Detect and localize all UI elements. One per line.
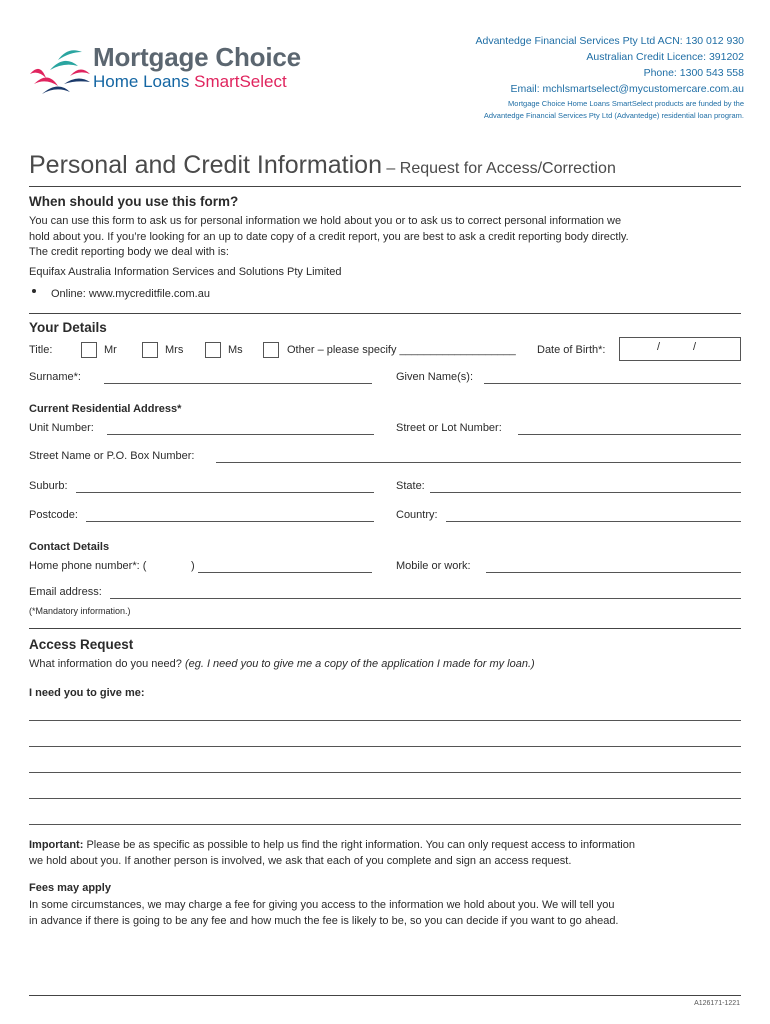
dob-slash-1: / bbox=[657, 341, 661, 353]
title-other-checkbox[interactable] bbox=[263, 342, 279, 358]
when-line-2: hold about you. If you’re looking for an up to date copy of a credit report, you are best to ask a credit reporting body directly. bbox=[29, 230, 629, 243]
important-paragraph bbox=[29, 838, 741, 869]
request-line-3[interactable] bbox=[29, 772, 741, 773]
street-name-label: Street Name or P.O. Box Number: bbox=[29, 450, 195, 462]
title-mr-label: Mr bbox=[104, 344, 117, 356]
mandatory-note: (*Mandatory information.) bbox=[29, 606, 131, 616]
fees-heading: Fees may apply bbox=[29, 882, 111, 894]
dob-field[interactable] bbox=[619, 337, 741, 361]
form-code: A126171-1221 bbox=[694, 1000, 740, 1007]
unit-number-field[interactable] bbox=[107, 434, 374, 435]
country-label: Country: bbox=[396, 509, 438, 521]
title-mrs-checkbox[interactable] bbox=[142, 342, 158, 358]
title-mrs-label: Mrs bbox=[165, 344, 184, 356]
logo-subtitle bbox=[93, 72, 287, 92]
credit-body-online-link[interactable]: Online: www.mycreditfile.com.au bbox=[51, 288, 210, 300]
suburb-field[interactable] bbox=[76, 492, 374, 493]
when-line-3: The credit reporting body we deal with is: bbox=[29, 246, 229, 258]
street-lot-label: Street or Lot Number: bbox=[396, 422, 502, 434]
state-field[interactable] bbox=[430, 492, 741, 493]
company-acn: Advantedge Financial Services Pty Ltd ACN: 130 012 930 bbox=[475, 35, 744, 47]
logo-subtitle-main: Home Loans bbox=[93, 72, 195, 91]
bullet-dot bbox=[32, 289, 36, 293]
street-name-field[interactable] bbox=[216, 462, 741, 463]
divider-details bbox=[29, 313, 741, 314]
access-question-text: What information do you need? bbox=[29, 658, 185, 670]
dob-label: Date of Birth*: bbox=[537, 344, 606, 356]
your-details-heading: Your Details bbox=[29, 320, 107, 335]
title-ms-checkbox[interactable] bbox=[205, 342, 221, 358]
important-text-1: Please be as specific as possible to help us find the right information. You can only request access to information bbox=[83, 839, 635, 851]
request-line-1[interactable] bbox=[29, 720, 741, 721]
when-line-1: You can use this form to ask us for personal information we hold about you or to ask us to correct personal information we bbox=[29, 215, 622, 227]
company-email[interactable]: Email: mchlsmartselect@mycustomercare.com.au bbox=[510, 83, 744, 95]
company-note-line1: Mortgage Choice Home Loans SmartSelect products are funded by the bbox=[508, 99, 744, 108]
country-field[interactable] bbox=[446, 521, 741, 522]
divider-access bbox=[29, 628, 741, 629]
logo-title: Mortgage Choice bbox=[93, 42, 301, 72]
title-divider bbox=[29, 186, 741, 187]
fees-line-2: in advance if there is going to be any fee and how much the fee is likely to be, so you can decide if you want to go ahead. bbox=[29, 914, 619, 927]
important-line-1 bbox=[29, 838, 741, 854]
postcode-field[interactable] bbox=[86, 521, 374, 522]
suburb-label: Suburb: bbox=[29, 480, 68, 492]
fees-line-1: In some circumstances, we may charge a fee for giving you access to the information we hold about you. We will tell you bbox=[29, 899, 615, 911]
mobile-field[interactable] bbox=[486, 572, 741, 573]
company-note bbox=[484, 98, 744, 122]
access-question-example: (eg. I need you to give me a copy of the application I made for my loan.) bbox=[184, 658, 535, 670]
company-info bbox=[476, 33, 745, 97]
page-title-main: Personal and Credit Information bbox=[29, 151, 382, 179]
company-note-line2: Advantedge Financial Services Pty Ltd (Advantedge) residential loan program. bbox=[483, 111, 744, 120]
company-licence: Australian Credit Licence: 391202 bbox=[586, 51, 744, 63]
given-names-field[interactable] bbox=[484, 383, 741, 384]
surname-field[interactable] bbox=[104, 383, 372, 384]
contact-details-heading: Contact Details bbox=[29, 541, 110, 553]
important-label: Important: bbox=[29, 839, 84, 851]
when-heading: When should you use this form? bbox=[29, 194, 239, 209]
state-label: State: bbox=[396, 480, 425, 492]
logo-subtitle-accent: SmartSelect bbox=[194, 72, 287, 91]
title-other-label[interactable]: Other – please specify ___________________ bbox=[287, 344, 516, 356]
access-question bbox=[29, 658, 535, 670]
company-phone: Phone: 1300 543 558 bbox=[643, 67, 744, 79]
title-mr-checkbox[interactable] bbox=[81, 342, 97, 358]
credit-body-name: Equifax Australia Information Services and Solutions Pty Limited bbox=[29, 266, 342, 278]
when-paragraph bbox=[29, 214, 741, 261]
request-line-5[interactable] bbox=[29, 824, 741, 825]
email-field[interactable] bbox=[110, 598, 741, 599]
street-lot-field[interactable] bbox=[518, 434, 741, 435]
given-names-label: Given Name(s): bbox=[396, 371, 474, 383]
give-me-label: I need you to give me: bbox=[29, 687, 145, 699]
request-line-2[interactable] bbox=[29, 746, 741, 747]
email-label: Email address: bbox=[29, 586, 102, 598]
home-phone-label: Home phone number*: ( bbox=[29, 560, 147, 572]
important-line-2: we hold about you. If another person is involved, we ask that each of you complete and sign an access request. bbox=[29, 854, 572, 867]
page-title bbox=[29, 151, 616, 180]
home-phone-paren-close: ) bbox=[191, 560, 195, 572]
fees-paragraph bbox=[29, 898, 741, 929]
mobile-label: Mobile or work: bbox=[396, 560, 471, 572]
access-heading: Access Request bbox=[29, 637, 134, 652]
footer-divider bbox=[29, 995, 741, 996]
address-heading: Current Residential Address* bbox=[29, 403, 182, 415]
home-phone-field[interactable] bbox=[198, 572, 372, 573]
page-title-sub: – Request for Access/Correction bbox=[381, 160, 616, 177]
dob-slash-2: / bbox=[693, 341, 697, 353]
surname-label: Surname*: bbox=[29, 371, 81, 383]
unit-number-label: Unit Number: bbox=[29, 422, 94, 434]
request-line-4[interactable] bbox=[29, 798, 741, 799]
title-ms-label: Ms bbox=[228, 344, 243, 356]
title-label: Title: bbox=[29, 344, 53, 356]
postcode-label: Postcode: bbox=[29, 509, 78, 521]
